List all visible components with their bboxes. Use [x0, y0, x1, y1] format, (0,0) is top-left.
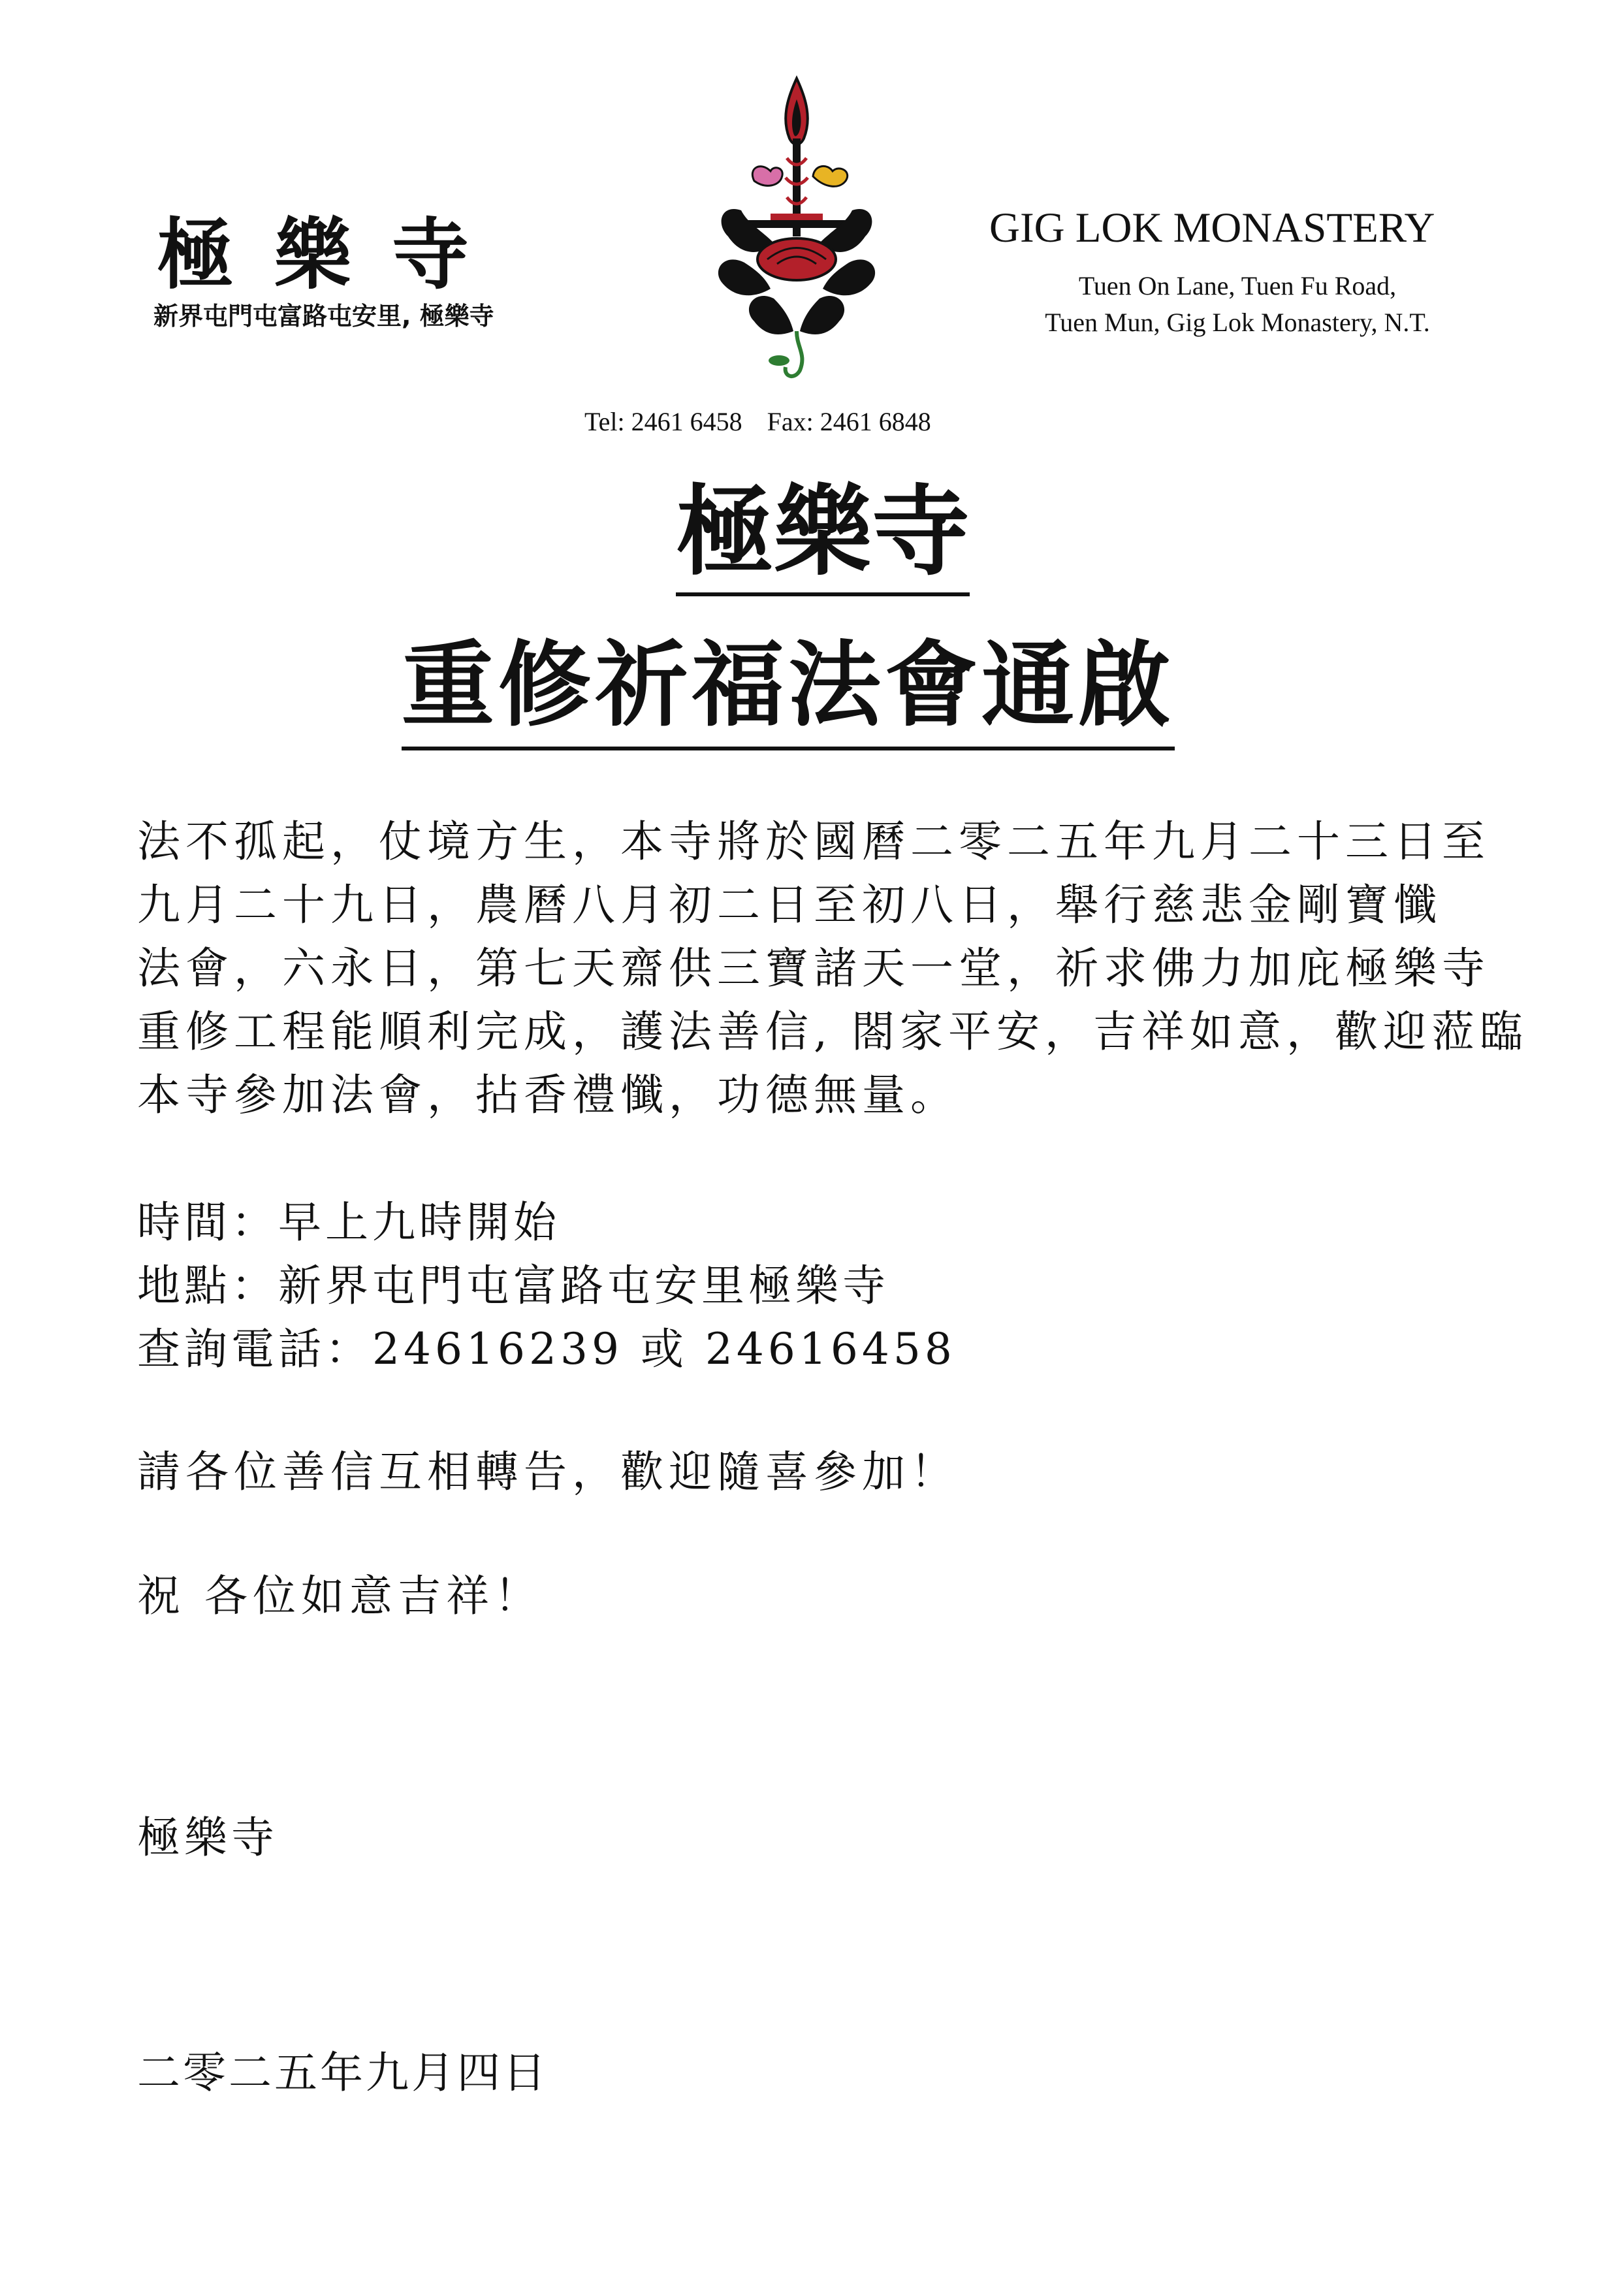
body-line: 重修工程能順利完成，護法善信, 閤家平安，吉祥如意，歡迎蒞臨 — [137, 1007, 1528, 1057]
enquiry-phone: 查詢電話：24616239 或 24616458 — [137, 1324, 956, 1374]
monastery-cn-name: 極樂寺 — [157, 210, 510, 300]
body-line: 法會，六永日，第七天齋供三寶諸天一堂，祈求佛力加庇極樂寺 — [137, 943, 1490, 993]
monastery-cn-address: 新界屯門屯富路屯安里, 極樂寺 — [153, 302, 494, 330]
title-monastery: 極樂寺 — [676, 480, 970, 596]
en-address-line1: Tuen On Lane, Tuen Fu Road, — [1078, 271, 1397, 300]
signature: 極樂寺 — [137, 1812, 278, 1863]
monastery-en-address — [989, 268, 1486, 341]
letter-date: 二零二五年九月四日 — [137, 2048, 549, 2098]
fax-number: Fax: 2461 6848 — [767, 407, 931, 436]
event-location: 地點：新界屯門屯富路屯安里極樂寺 — [137, 1261, 889, 1311]
event-info — [137, 1191, 956, 1381]
event-time: 時間：早上九時開始 — [137, 1197, 560, 1248]
lotus-vajra-logo-icon — [709, 73, 885, 380]
body-line: 本寺參加法會，拈香禮懺，功德無量。 — [137, 1070, 959, 1120]
monastery-en-name: GIG LOK MONASTERY — [989, 204, 1435, 251]
body-paragraph — [137, 810, 1541, 1127]
blessing-text: 祝 各位如意吉祥！ — [137, 1571, 543, 1621]
tel-number: Tel: 2461 6458 — [584, 407, 742, 436]
contact-line — [584, 406, 956, 437]
body-line: 法不孤起，仗境方生，本寺將於國曆二零二五年九月二十三日至 — [137, 816, 1490, 867]
en-address-line2: Tuen Mun, Gig Lok Monastery, N.T. — [1045, 308, 1430, 337]
title-announcement: 重修祈福法會通啟 — [402, 637, 1175, 750]
body-line: 九月二十九日，農曆八月初二日至初八日，舉行慈悲金剛寶懺 — [137, 880, 1442, 930]
invitation-text: 請各位善信互相轉告，歡迎隨喜參加！ — [137, 1447, 959, 1497]
